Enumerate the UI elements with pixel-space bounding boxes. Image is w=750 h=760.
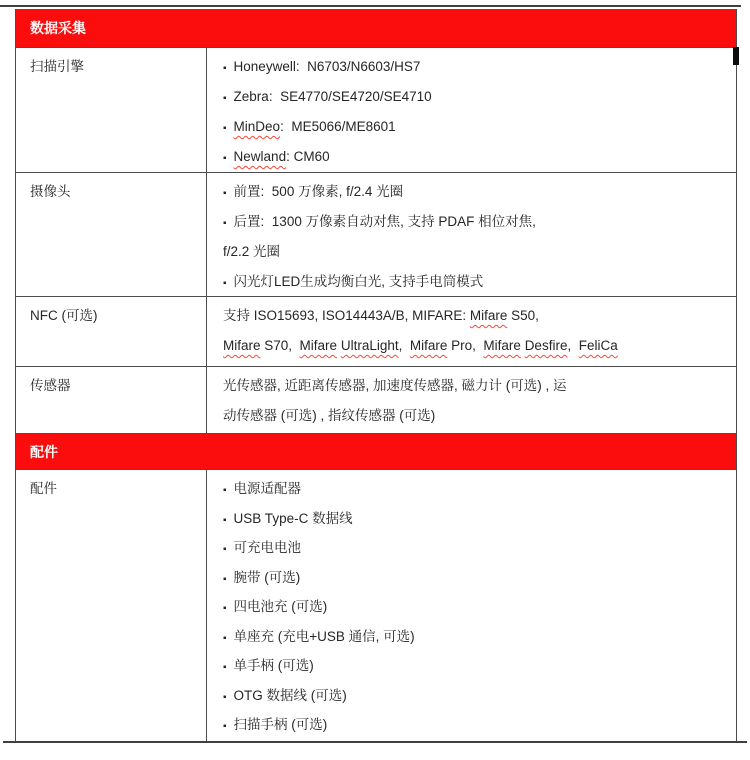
bullet-icon: ▪ (223, 93, 227, 104)
spec-label: 配件 (30, 481, 57, 496)
text-segment: 支持 ISO15693, ISO14443A/B, MIFARE: (223, 308, 470, 323)
text-segment: 扫描手柄 (可选) (233, 717, 328, 732)
bullet-icon: ▪ (223, 153, 227, 164)
bullet-icon: ▪ (223, 514, 227, 526)
spec-content-cell (206, 470, 736, 743)
text-segment: OTG 数据线 (可选) (233, 687, 347, 703)
text-segment: Zebra: SE4770/SE4720/SE4710 (233, 89, 432, 104)
spec-content-cell (206, 297, 736, 366)
spec-label-cell (16, 470, 206, 743)
spec-line (223, 371, 736, 401)
bullet-icon: ▪ (223, 632, 227, 644)
spec-label-cell (16, 173, 206, 296)
misspelled-word: Mifare (469, 308, 508, 323)
bullet-icon: ▪ (223, 691, 227, 703)
spec-table (15, 9, 737, 743)
spec-line (223, 177, 736, 207)
misspelled-word: Mifare (223, 338, 261, 353)
misspelled-word: UltraLight (340, 338, 399, 353)
text-segment: 前置: 500 万像素, f/2.4 光圈 (233, 184, 404, 199)
text-segment: 单座充 (充电+USB 通信, 可选) (233, 628, 415, 644)
misspelled-word: Newland (233, 149, 287, 164)
spec-line (223, 207, 736, 237)
spec-line (223, 651, 736, 681)
spec-content-cell (206, 48, 736, 172)
spec-row-accessories (16, 470, 736, 743)
spec-line (223, 504, 736, 534)
spec-line (223, 563, 736, 593)
spec-line (223, 52, 736, 82)
horizontal-rule-bottom (3, 741, 747, 743)
text-segment: Honeywell: N6703/N6603/HS7 (233, 59, 421, 74)
spec-content-cell (206, 173, 736, 296)
text-segment: 电源适配器 (233, 481, 302, 496)
section-header-band-accessories (16, 433, 736, 470)
spec-row-sensors (16, 366, 736, 433)
bullet-icon: ▪ (223, 485, 227, 496)
misspelled-word: Desfire (524, 338, 568, 353)
spec-line (223, 710, 736, 740)
text-segment: S50, (507, 308, 539, 323)
spec-label-cell (16, 48, 206, 172)
spec-line (223, 681, 736, 711)
spec-content-cell (206, 367, 736, 433)
bullet-icon: ▪ (223, 603, 227, 614)
text-segment: f/2.2 光圈 (223, 244, 281, 259)
spec-label-cell (16, 367, 206, 433)
spec-label: 扫描引擎 (30, 59, 84, 74)
spec-row-camera (16, 172, 736, 296)
bullet-icon: ▪ (223, 123, 227, 134)
horizontal-rule-top (0, 5, 741, 7)
spec-label: 传感器 (30, 378, 71, 393)
spec-line (223, 237, 736, 267)
border-artifact (733, 47, 739, 65)
bullet-icon: ▪ (223, 721, 227, 732)
misspelled-word: Mifare (299, 338, 338, 353)
text-segment: 闪光灯LED生成均衡白光, 支持手电筒模式 (233, 274, 484, 289)
bullet-icon: ▪ (223, 573, 227, 585)
spec-line (223, 401, 736, 431)
bullet-icon: ▪ (223, 662, 227, 673)
text-segment: 腕带 (可选) (233, 569, 301, 585)
misspelled-word: MinDeo (233, 119, 281, 134)
spec-row-scan-engine (16, 47, 736, 172)
bullet-icon: ▪ (223, 278, 227, 289)
section-header-band-data-collection (16, 9, 736, 47)
text-segment: 光传感器, 近距离传感器, 加速度传感器, 磁力计 (可选) , 运 (223, 378, 567, 393)
bullet-icon: ▪ (223, 218, 227, 229)
spec-line (223, 301, 736, 331)
text-segment: 后置: 1300 万像素自动对焦, 支持 PDAF 相位对焦, (233, 214, 536, 229)
text-segment: 四电池充 (可选) (233, 599, 328, 614)
section-header-label: 数据采集 (30, 20, 86, 36)
spec-line (223, 474, 736, 504)
text-segment: : ME5066/ME8601 (280, 119, 396, 134)
spec-line (223, 331, 736, 361)
text-segment: : CM60 (286, 149, 330, 164)
bullet-icon: ▪ (223, 63, 227, 74)
spec-label: 摄像头 (30, 184, 71, 199)
bullet-icon: ▪ (223, 544, 227, 555)
text-segment: , (398, 338, 410, 353)
text-segment: 可充电电池 (233, 540, 302, 555)
spec-label: NFC (可选) (30, 308, 98, 323)
spec-row-nfc (16, 296, 736, 366)
misspelled-word: FeliCa (578, 338, 618, 353)
spec-line (223, 82, 736, 112)
text-segment: 单手柄 (可选) (233, 658, 314, 673)
text-segment: , (567, 338, 579, 353)
spec-line (223, 533, 736, 563)
spec-line (223, 267, 736, 296)
text-segment: USB Type-C 数据线 (233, 510, 353, 526)
spec-line (223, 622, 736, 652)
misspelled-word: Mifare (409, 338, 448, 353)
spec-line (223, 112, 736, 142)
spec-line (223, 142, 736, 172)
bullet-icon: ▪ (223, 188, 227, 199)
spec-line (223, 592, 736, 622)
misspelled-word: Mifare (483, 338, 521, 353)
text-segment: 动传感器 (可选) , 指纹传感器 (可选) (223, 408, 436, 423)
text-segment: S70, (260, 338, 300, 353)
spec-label-cell (16, 297, 206, 366)
section-header-label: 配件 (30, 443, 58, 460)
text-segment: Pro, (447, 338, 484, 353)
